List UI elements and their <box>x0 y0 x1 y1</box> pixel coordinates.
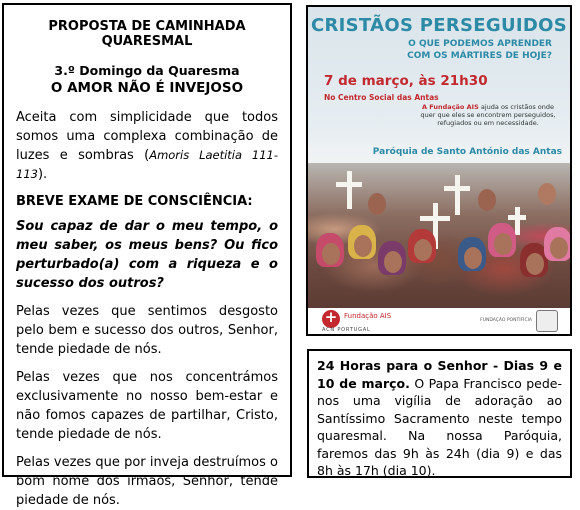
poster-subtitle-line2: COM OS MÁRTIRES DE HOJE? <box>407 51 552 61</box>
logo-name: Fundação AIS <box>344 312 392 320</box>
prayer-item: Pelas vezes que por inveja destruímos o bom nome dos irmãos, Senhor, tende piedade de nós. <box>16 455 278 508</box>
theme-heading: O AMOR NÃO É INVEJOSO <box>50 80 244 96</box>
parish-name: Paróquia de Santo António das Antas <box>372 147 562 157</box>
intro-end: ). <box>37 167 48 182</box>
panel-title: PROPOSTA DE CAMINHADA QUARESMAL <box>48 19 246 49</box>
exam-title: BREVE EXAME DE CONSCIÊNCIA: <box>16 194 253 209</box>
prayer-item: Pelas vezes que sentimos desgosto pelo bem e sucesso dos outros, Senhor, tende piedade de nós. <box>16 304 278 357</box>
description-org: A Fundação AIS <box>421 103 479 111</box>
lent-proposal-panel <box>2 3 292 508</box>
event-poster <box>306 5 572 336</box>
event-date: 7 de março, às 21h30 <box>324 73 488 89</box>
event-place: No Centro Social das Antas <box>324 93 439 102</box>
description-text: ajuda os cristãos onde quer que eles se encontrem perseguidos, refugiados ou em necessidade. <box>420 103 556 127</box>
notice-body: O Papa Francisco pede-nos uma vigília de adoração ao Santíssimo Sacramento neste tempo quaresmal. Na nossa Paróquia, faremos das 9h às 24h (dia 9) e das 8h às 17h (dia 10). <box>317 375 562 478</box>
poster-subtitle-line1: O QUE PODEMOS APRENDER <box>408 39 552 49</box>
sunday-label: 3.º Domingo da Quaresma <box>54 63 240 78</box>
intro-reference: Amoris Laetitia 111-113 <box>16 148 278 181</box>
poster-description <box>420 103 556 127</box>
notice-box <box>307 349 572 478</box>
poster-title: CRISTÃOS PERSEGUIDOS <box>311 15 567 36</box>
papal-crest-icon <box>536 310 558 332</box>
aid-church-logo <box>322 310 340 328</box>
partner-label: FUNDAÇÃO PONTIFÍCIA <box>480 318 532 323</box>
intro-paragraph <box>16 108 278 184</box>
prayer-item: Pelas vezes que nos concentrámos exclusivamente no nosso bem-estar e não fomos capazes de partilhar, Cristo, tende piedade de nós. <box>16 370 278 442</box>
crowd-photo <box>308 163 570 310</box>
cross-icon <box>336 171 362 209</box>
notice-title: 24 Horas para o Senhor - Dias 9 e 10 de março. <box>317 358 562 391</box>
poster-footer <box>308 308 570 334</box>
intro-text: Aceita com simplicidade que todos somos uma complexa combinação de luzes e sombras ( <box>16 110 278 163</box>
exam-question: Sou capaz de dar o meu tempo, o meu saber, os meus bens? Ou fico perturbado(a) com a riqueza e o sucesso dos outros? <box>16 219 278 291</box>
logo-subtitle: ACN PORTUGAL <box>322 327 371 333</box>
